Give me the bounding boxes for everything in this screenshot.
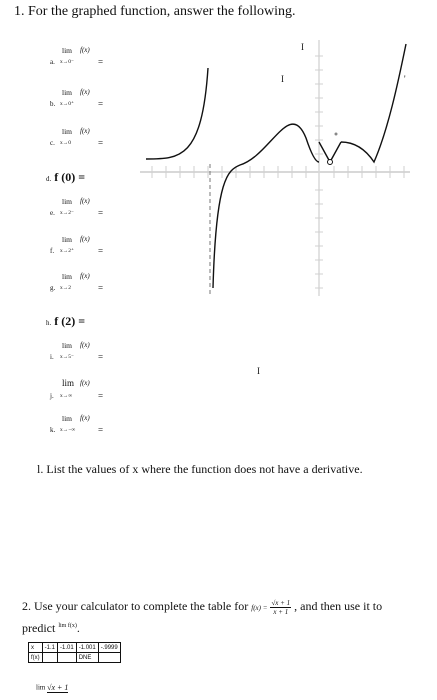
right-branch-curve <box>341 44 406 162</box>
equals-sign: = <box>98 208 104 218</box>
table-cell: -1.01 <box>58 643 77 653</box>
lim-label: lim <box>62 414 73 423</box>
formula-numerator: √x + 1 <box>271 598 291 607</box>
equals-sign: = <box>98 138 104 148</box>
question-2: 2. Use your calculator to complete the table for f(x) = $\frac{√x + 1}{x + 1}$ , and then use it to predict $^{lim f(x)}$. <box>22 598 383 635</box>
predict-limit: lim f(x) <box>58 623 77 629</box>
predict-label: predict <box>22 621 56 635</box>
equals-sign: = <box>98 246 104 256</box>
question-1-title: 1. For the graphed function, answer the following. <box>14 4 296 19</box>
limit-subscript: x→2⁻ <box>60 210 74 216</box>
limit-subscript: x→2 <box>60 285 71 291</box>
bottom-fraction <box>47 683 68 693</box>
value-item-d <box>46 170 85 185</box>
formula-fraction <box>270 599 291 616</box>
question-2-text-after: , and then use it to <box>294 599 383 613</box>
table-row <box>29 643 121 653</box>
function-graph <box>140 38 410 298</box>
limit-subscript: x→5⁻ <box>60 354 74 360</box>
formula-lhs: f(x) = <box>251 604 268 612</box>
function-label: f(x) <box>80 379 90 387</box>
function-label: f(x) <box>80 341 90 349</box>
value-expression: f (2) = <box>54 314 86 328</box>
limit-subscript: x→0⁻ <box>60 59 74 65</box>
stray-mark: I <box>301 42 304 52</box>
lim-label: lim <box>62 46 73 55</box>
function-label: f(x) <box>80 414 90 422</box>
table-cell[interactable] <box>58 653 77 663</box>
table-cell: -1.1 <box>42 643 57 653</box>
item-letter: b. <box>50 100 56 108</box>
table-cell[interactable] <box>98 653 120 663</box>
limit-subscript: x→0 <box>60 140 71 146</box>
item-letter: d. <box>46 175 52 183</box>
equals-sign: = <box>98 283 104 293</box>
equals-sign: = <box>98 352 104 362</box>
item-letter: a. <box>50 58 55 66</box>
formula-denominator: x + 1 <box>273 607 289 616</box>
equals-sign: = <box>98 391 104 401</box>
item-letter: e. <box>50 209 55 217</box>
stray-mark: I <box>281 74 284 84</box>
limit-item-e <box>0 197 130 227</box>
limit-subscript: x→−∞ <box>60 427 76 433</box>
equals-sign: = <box>98 57 104 67</box>
table-cell[interactable]: f(x) <box>29 653 43 663</box>
left-branch-curve <box>146 68 208 159</box>
function-label: f(x) <box>80 46 90 54</box>
filled-point <box>335 133 338 136</box>
table-cell: -.9999 <box>98 643 120 653</box>
item-letter: g. <box>50 284 56 292</box>
table-cell[interactable]: DNE <box>76 653 98 663</box>
item-letter: h. <box>46 319 52 327</box>
derivative-question: l. List the values of x where the function does not have a derivative. <box>37 462 363 476</box>
item-letter: i. <box>50 353 54 361</box>
limit-item-g <box>0 272 130 302</box>
bottom-lim-label: lim <box>36 683 46 692</box>
lim-label: lim <box>62 127 73 136</box>
middle-branch-curve <box>213 124 319 288</box>
limit-item-a <box>0 46 130 76</box>
function-label: f(x) <box>80 127 90 135</box>
lim-label: lim <box>62 235 73 244</box>
lim-label: lim <box>62 88 73 97</box>
equals-sign: = <box>98 99 104 109</box>
open-point <box>328 160 333 165</box>
limit-item-k <box>0 414 130 444</box>
value-item-h <box>46 314 85 329</box>
function-label: f(x) <box>80 197 90 205</box>
limit-subscript: x→2⁺ <box>60 248 74 254</box>
lim-label: lim <box>62 378 75 388</box>
item-letter: k. <box>50 426 56 434</box>
function-label: f(x) <box>80 272 90 280</box>
limit-item-c <box>0 127 130 157</box>
question-2-text: 2. Use your calculator to complete the table for <box>22 599 249 613</box>
item-letter: c. <box>50 139 55 147</box>
function-label: f(x) <box>80 88 90 96</box>
bottom-numerator: √x + 1 <box>47 683 69 692</box>
limit-item-f <box>0 235 130 265</box>
equals-sign: = <box>98 425 104 435</box>
item-letter: f. <box>50 247 55 255</box>
limit-item-i <box>0 341 130 371</box>
stray-mark: I <box>257 366 260 376</box>
lim-label: lim <box>62 272 73 281</box>
lim-label: lim <box>62 341 73 350</box>
table-cell: -1.001 <box>76 643 98 653</box>
table-cell[interactable] <box>42 653 57 663</box>
stray-mark: ' <box>404 74 406 84</box>
limit-subscript: x→∞ <box>60 393 73 399</box>
bottom-limit-expression <box>36 683 68 693</box>
limit-item-b <box>0 88 130 118</box>
value-expression: f (0) = <box>54 170 86 184</box>
table-row <box>29 653 121 663</box>
values-table <box>28 642 121 663</box>
function-label: f(x) <box>80 235 90 243</box>
limit-subscript: x→0⁺ <box>60 101 74 107</box>
limit-item-j <box>0 378 130 408</box>
table-cell: x <box>29 643 43 653</box>
lim-label: lim <box>62 197 73 206</box>
item-letter: j. <box>50 392 54 400</box>
